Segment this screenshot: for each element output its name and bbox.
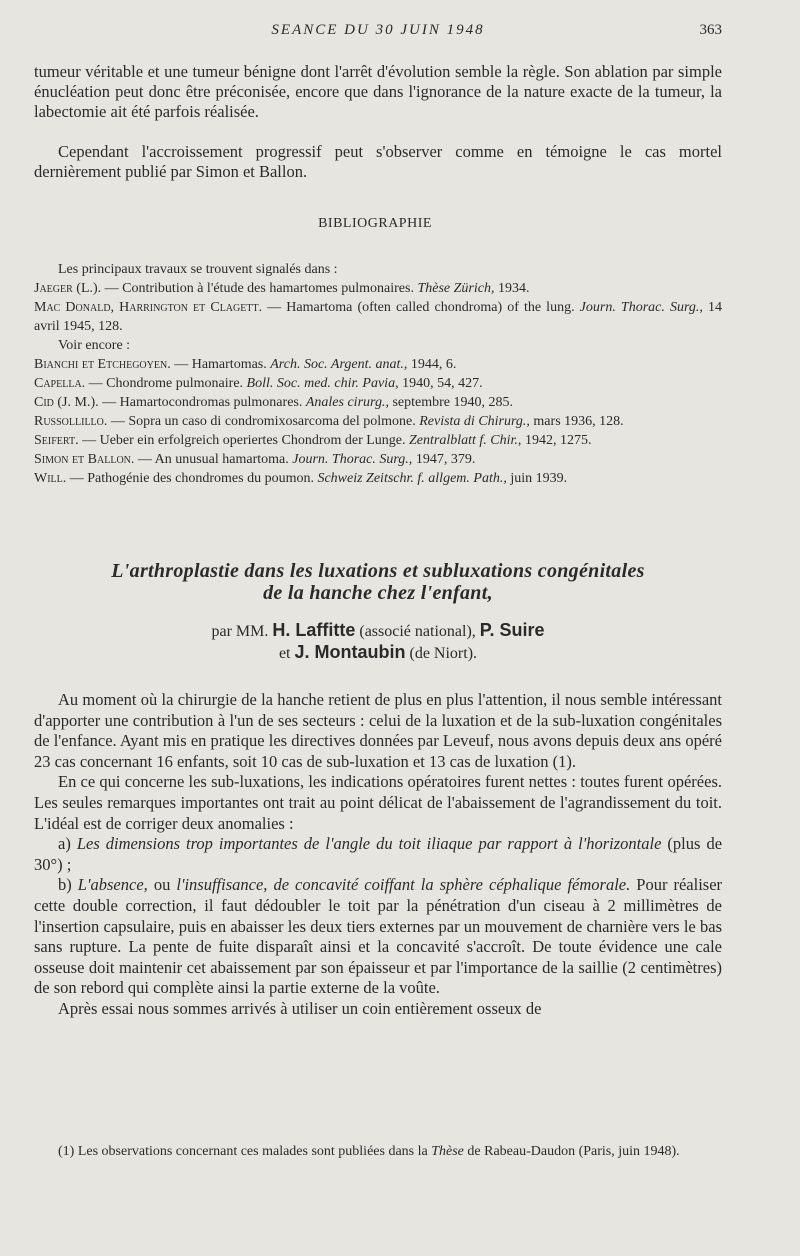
footnote-tail: de Rabeau-Daudon (Paris, juin 1948). <box>463 1144 680 1159</box>
bibliography-entry <box>34 355 722 374</box>
item-italic: Les dimensions trop importantes de l'angle du toit iliaque par rapport à l'horizontale <box>76 834 662 854</box>
footnote <box>34 1142 722 1161</box>
bibliography-entry <box>34 374 722 393</box>
entry-tail: 14 avril 1945, 128. <box>34 300 723 334</box>
article-title-line-1: L'arthroplastie dans les luxations et subluxations congénitales <box>111 560 645 582</box>
entry-author: Mac Donald, Harrington et Clagett. <box>34 300 263 315</box>
intro-paragraph-1: tumeur véritable et une tumeur bénigne dont l'arrêt d'évolution semble la règle. Son ablation par simple énucléation peut donc être préconisée, encore que dans l'ignorance de la nature exacte de la tumeur, la labectomie ait été parfois réalisée. <box>34 62 722 121</box>
author-note: (de Niort). <box>409 645 478 662</box>
entry-source: Journ. Thorac. Surg., <box>579 300 703 315</box>
bibliography-heading: BIBLIOGRAPHIE <box>318 216 432 231</box>
entry-author: Cid (J. M.). <box>34 395 99 410</box>
item-tail: Pour réaliser cette double correction, il faut dédoubler le toit par la pénétration d'un ciseau à 2 millimètres de l'insertion capsulaire, puis en abaisser les deux tiers externes par un mouvement de charnière vers le bas sans rupture. La pente de fuite disparaît ainsi et la concavité s'accroît. De toute évidence une cale osseuse doit maintenir cet abaissement par son épaisseur et par l'importance de la saillie (2 centimètres) de son rebord qui complète ainsi la partie externe de la voûte. <box>34 875 723 998</box>
entry-tail: 1942, 1275. <box>521 433 592 448</box>
entry-author: Capella. <box>34 376 86 391</box>
entry-author: Bianchi et Etchegoyen. <box>34 357 171 372</box>
body-list-item-a <box>34 834 722 875</box>
entry-source: Boll. Soc. med. chir. Pavia, <box>246 376 399 391</box>
item-tail: (plus de 30°) ; <box>34 834 723 874</box>
bibliography-entry <box>34 431 722 450</box>
bibliography-entry <box>34 298 722 336</box>
article-title <box>34 560 722 604</box>
body-paragraph: En ce qui concerne les sub-luxations, les indications opératoires furent nettes : toutes furent opérées. Les seules remarques importantes ont trait au point délicat de l'abaissement de l'agrandissement du toit. L'idéal est de corriger deux anomalies : <box>34 772 722 833</box>
item-label: a) <box>58 834 71 854</box>
entry-tail: mars 1936, 128. <box>529 414 624 429</box>
footnote-text <box>34 1142 722 1161</box>
running-title: SEANCE DU 30 JUIN 1948 <box>271 22 485 38</box>
author-name: J. Montaubin <box>294 642 406 662</box>
bibliography-entry <box>34 450 722 469</box>
authors-line-1 <box>34 620 722 642</box>
author-note: (associé national), <box>359 623 476 640</box>
footnote-lead: (1) Les observations concernant ces malades sont publiées dans la <box>58 1144 432 1159</box>
body-list-item-b <box>34 875 722 999</box>
bibliography-entry <box>34 469 722 488</box>
entry-title: — Sopra un caso di condromixosarcoma del polmone. <box>107 414 420 429</box>
entry-title: — Hamartomas. <box>170 357 271 372</box>
article-title-line-2: de la hanche chez l'enfant, <box>263 582 493 604</box>
entry-title: — Ueber ein erfolgreich operiertes Chondrom der Lunge. <box>78 433 410 448</box>
body-paragraph: Au moment où la chirurgie de la hanche retient de plus en plus l'attention, il nous semble intéressant d'apporter une contribution à l'un de ses secteurs : celui de la luxation et de la sub-luxation congénitales de l'enfance. Ayant mis en pratique les directives données par Leveuf, nous avons depuis deux ans opéré 23 cas concernant 16 enfants, soit 10 cas de sub-luxation et 13 cas de luxation (1). <box>34 690 722 771</box>
body-paragraph: Après essai nous sommes arrivés à utiliser un coin entièrement osseux de <box>58 998 542 1018</box>
article-authors <box>34 620 722 664</box>
page-number: 363 <box>699 22 722 38</box>
entry-author: Seifert. <box>34 433 79 448</box>
entry-title: — An unusual hamartoma. <box>134 452 293 467</box>
entry-title: — Hamartoma (often called chondroma) of the lung. <box>262 300 580 315</box>
authors-line-2 <box>34 642 722 664</box>
entry-tail: septembre 1940, 285. <box>388 395 513 410</box>
entry-tail: 1947, 379. <box>412 452 476 467</box>
entry-source: Revista di Chirurg., <box>419 414 530 429</box>
bibliography-entry <box>34 279 722 298</box>
bibliography-entry <box>34 412 722 431</box>
bibliography-lead: Les principaux travaux se trouvent signalés dans : <box>58 262 338 277</box>
entry-author: Russollillo. <box>34 414 108 429</box>
entry-title: — Chondrome pulmonaire. <box>85 376 247 391</box>
bibliography-subheading: Voir encore : <box>58 338 131 353</box>
item-italic: l'insuffisance, de concavité coiffant la sphère céphalique fémorale. <box>176 875 631 895</box>
entry-title: — Contribution à l'étude des hamartomes pulmonaires. <box>101 281 418 296</box>
entry-author: Will. <box>34 471 67 486</box>
entry-source: Thèse Zürich, <box>417 281 495 296</box>
entry-source: Schweiz Zeitschr. f. allgem. Path., <box>317 471 507 486</box>
entry-tail: 1944, 6. <box>407 357 457 372</box>
item-italic: L'absence, <box>77 875 148 895</box>
article-body <box>34 690 722 1020</box>
footnote-italic: Thèse <box>431 1144 464 1159</box>
entry-title: — Hamartocondromas pulmonares. <box>98 395 306 410</box>
item-label: b) <box>58 875 72 895</box>
entry-author: Simon et Ballon. <box>34 452 135 467</box>
page-header <box>34 22 722 42</box>
bibliography-entry <box>34 393 722 412</box>
item-mid: ou <box>147 875 177 895</box>
entry-source: Zentralblatt f. Chir., <box>409 433 522 448</box>
entry-author: Jaeger (L.). <box>34 281 102 296</box>
author-name: P. Suire <box>479 620 545 640</box>
entry-tail: 1940, 54, 427. <box>398 376 483 391</box>
entry-title: — Pathogénie des chondromes du poumon. <box>66 471 318 486</box>
author-name: H. Laffitte <box>272 620 356 640</box>
authors-and: et <box>278 645 291 662</box>
authors-by: par MM. <box>211 623 269 640</box>
bibliography-list <box>34 260 722 488</box>
entry-source: Anales cirurg., <box>305 395 389 410</box>
entry-tail: 1934. <box>494 281 530 296</box>
entry-source: Arch. Soc. Argent. anat., <box>270 357 408 372</box>
entry-tail: juin 1939. <box>506 471 568 486</box>
intro-paragraph-2: Cependant l'accroissement progressif peut s'observer comme en témoigne le cas mortel dernièrement publié par Simon et Ballon. <box>34 142 722 181</box>
entry-source: Journ. Thorac. Surg., <box>292 452 413 467</box>
